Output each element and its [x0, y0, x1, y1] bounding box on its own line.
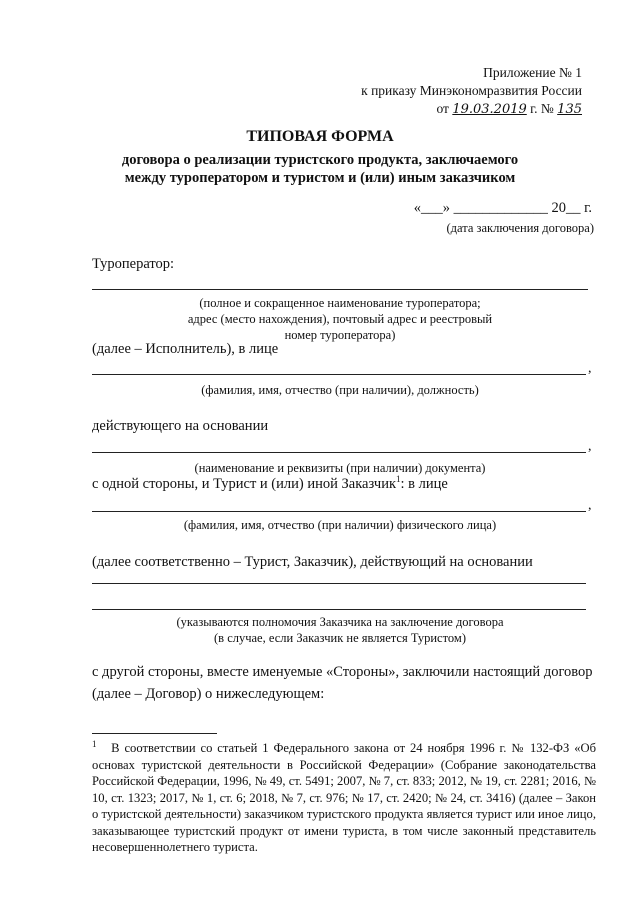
executor-field-line [92, 374, 586, 375]
executor-comma: , [588, 361, 592, 376]
tour-operator-field-line [92, 289, 588, 290]
order-mid: г. № [530, 101, 554, 116]
appendix-label: Приложение № 1 [483, 65, 582, 80]
closing-line-2: (далее – Договор) о нижеследующем: [92, 686, 325, 702]
party-comma: , [588, 498, 592, 513]
document-title: ТИПОВАЯ ФОРМА [246, 128, 394, 145]
party-text-before: с одной стороны, и Турист и (или) иной Заказчик [92, 476, 396, 492]
appendix-order-line [436, 100, 582, 119]
footnote-text: В соответствии со статьей 1 Федерального закона от 24 ноября 1996 г. № 132-ФЗ «Об основах туристской деятельности в Российской Федерации» (Собрание законодательства Российской Федерации, 1996, № 49, ст. 5491; 2007, № 7, ст. 833; 2012, № 19, ст. 2281; 2016, № 10, ст. 1323; 2017, № 1, ст. 6; 2018, № 7, ст. 976; № 17, ст. 2420; № 24, ст. 3416) (далее – Закон о туристской деятельности) заказчиком туристского продукта является турист или иное лицо, заказывающее туристский продукт от имени туриста, в том числе законный представитель несовершеннолетнего туриста. [92, 741, 596, 854]
party-text [92, 476, 448, 493]
appendix-order-ref: к приказу Минэкономразвития России [361, 83, 582, 98]
document-subtitle-2: между туроператором и туристом и (или) иным заказчиком [124, 170, 516, 186]
authority-caption-1: (указываются полномочия Заказчика на заключение договора [176, 615, 504, 629]
executor-text: (далее – Исполнитель), в лице [92, 341, 279, 357]
footnote-ref: 1 [396, 474, 401, 485]
order-prefix: от [436, 101, 449, 116]
tour-operator-label: Туроператор: [92, 256, 175, 272]
executor-caption: (фамилия, имя, отчество (при наличии), должность) [201, 383, 479, 397]
basis-text: действующего на основании [92, 418, 269, 434]
party-caption: (фамилия, имя, отчество (при наличии) физического лица) [183, 518, 497, 532]
order-date-handwritten: 19.03.2019 [452, 102, 527, 117]
tour-operator-caption-2: адрес (место нахождения), почтовый адрес и реестровый [187, 312, 493, 326]
footnote-separator [92, 733, 217, 734]
basis-field-line [92, 452, 586, 453]
footnote-mark: 1 [92, 738, 97, 749]
authority-field-line-2 [92, 609, 586, 610]
contract-date-caption: (дата заключения договора) [446, 221, 594, 235]
closing-line-1: с другой стороны, вместе именуемые «Стороны», заключили настоящий договор [92, 664, 593, 680]
document-subtitle-1: договора о реализации туристского продукта, заключаемого [121, 152, 519, 168]
authority-caption-2: (в случае, если Заказчик не является Туристом) [214, 631, 466, 645]
authority-field-line-1 [92, 583, 586, 584]
footnote [92, 740, 596, 856]
contract-date-line: «___» _____________ 20__ г. [413, 200, 592, 216]
basis-comma: , [588, 439, 592, 454]
order-number-handwritten: 135 [557, 102, 582, 117]
basis-caption: (наименование и реквизиты (при наличии) документа) [194, 461, 486, 475]
tourist-basis-text: (далее соответственно – Турист, Заказчик), действующий на основании [92, 554, 533, 570]
party-text-after: : в лице [400, 476, 448, 492]
party-field-line [92, 511, 586, 512]
tour-operator-caption-1: (полное и сокращенное наименование туроператора; [199, 296, 481, 310]
tour-operator-caption-3: номер туроператора) [284, 328, 396, 342]
